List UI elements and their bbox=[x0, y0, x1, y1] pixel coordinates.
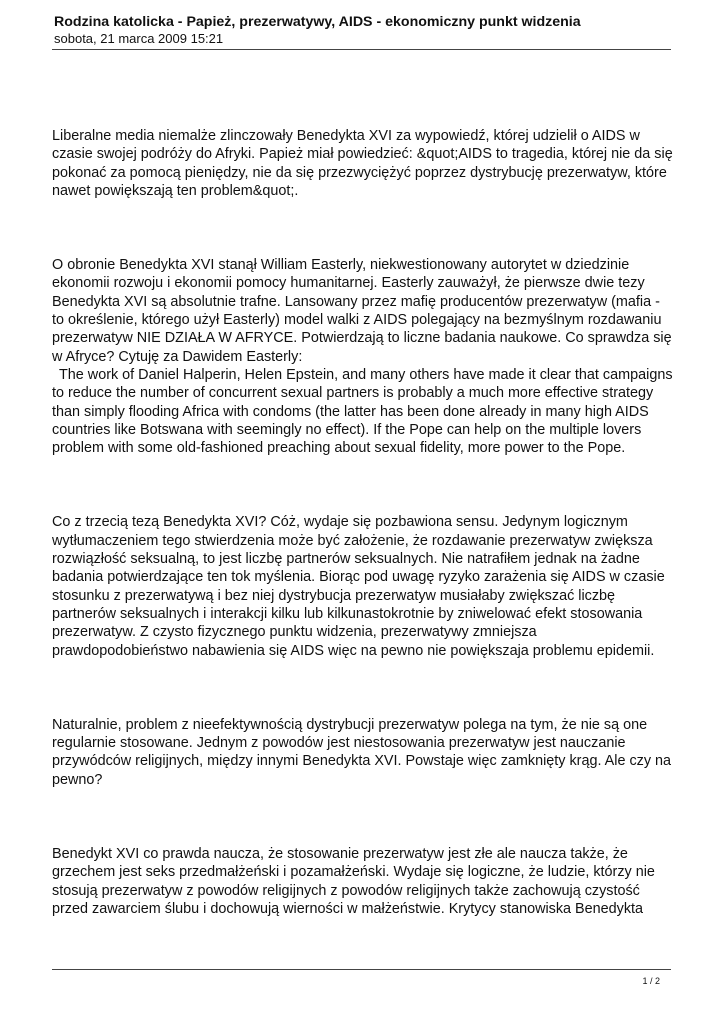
paragraph-5: Benedykt XVI co prawda naucza, że stosowanie prezerwatyw jest złe ale naucza także, że grzechem jest seks przedmałżeński i pozamałżeński. Wydaje się logiczne, że ludzie, którzy nie stosują prezerwatyw z powodów religijnych z powodów religijnych także zachowują czystość przed zawarciem ślubu i dochowują wierności w małżeństwie. Krytycy stanowiska Benedykta bbox=[52, 846, 655, 917]
footer-divider bbox=[52, 969, 671, 970]
document-header bbox=[54, 14, 674, 47]
article-date: sobota, 21 marca 2009 15:21 bbox=[54, 31, 224, 46]
header-divider bbox=[52, 49, 671, 50]
paragraph-1: Liberalne media niemalże zlinczowały Benedykta XVI za wypowiedź, której udzielił o AIDS w czasie swojej podróży do Afryki. Papież miał powiedzieć: &quot;AIDS to tragedia, której nie da się pokonać za pomocą pieniędzy, nie da się przezwyciężyć poprzez dystrybucję prezerwatyw, które nawet powiększają ten problem&quot;. bbox=[52, 128, 673, 199]
paragraph-4: Naturalnie, problem z nieefektywnością dystrybucji prezerwatyw polega na tym, że nie są one regularnie stosowane. Jednym z powodów jest niestosowania prezerwatyw jest nauczanie przywódców religijnych, między innymi Benedykta XVI. Powstaje więc zamknięty krąg. Ale czy na pewno? bbox=[52, 716, 672, 788]
paragraph-2: O obronie Benedykta XVI stanął William Easterly, niekwestionowany autorytet w dziedzinie ekonomii rozwoju i ekonomii pomocy humanitarnej. Easterly zauważył, że pierwsze dwie tezy Benedykta XVI są absolutnie trafne. Lansowany przez mafię producentów prezerwatyw (mafia - to określenie, którego użył Easterly) model walki z AIDS polegający na bezmyślnym rozdawaniu prezerwatyw NIE DZIAŁA W AFRYCE. Potwierdzają to liczne badania naukowe. Co sprawdza się w Afryce? Cytuję za Dawidem Easterly: bbox=[52, 257, 672, 365]
easterly-quote: The work of Daniel Halperin, Helen Epstein, and many others have made it clear that campaigns to reduce the number of concurrent sexual partners is probably a much more effective strategy than simply flooding Africa with condoms (the latter has been done already in many high AIDS countries like Botswana with seemingly no effect). If the Pope can help on the multiple lovers problem with some old-fashioned preaching about sexual fidelity, more power to the Pope. bbox=[52, 366, 673, 457]
page-number: 1 / 2 bbox=[642, 976, 660, 986]
paragraph-3: Co z trzecią tezą Benedykta XVI? Cóż, wydaje się pozbawiona sensu. Jedynym logicznym wytłumaczeniem tego stwierdzenia może być założenie, że rozdawanie prezerwatyw zwiększa rozwiązłość seksualną, to jest liczbę partnerów seksualnych. Nie natrafiłem jednak na żadne badania potwierdzające ten tok myślenia. Biorąc pod uwagę ryzyko zarażenia się AIDS w czasie stosunku z prezerwatywą i bez niej dystrybucja prezerwatyw musiałaby zwiększać liczbę partnerów seksualnych i interakcji kilku lub kilkunastokrotnie by zniwelować efekt stosowania prezerwatyw. Z czysto fizycznego punktu widzenia, prezerwatywy zmniejsza prawdopodobieństwo nabawienia się AIDS więc na pewno nie powiększaja problemu epidemii. bbox=[52, 514, 665, 659]
article-body bbox=[52, 127, 674, 974]
article-title: Rodzina katolicka - Papież, prezerwatywy, AIDS - ekonomiczny punkt widzenia bbox=[54, 14, 581, 30]
